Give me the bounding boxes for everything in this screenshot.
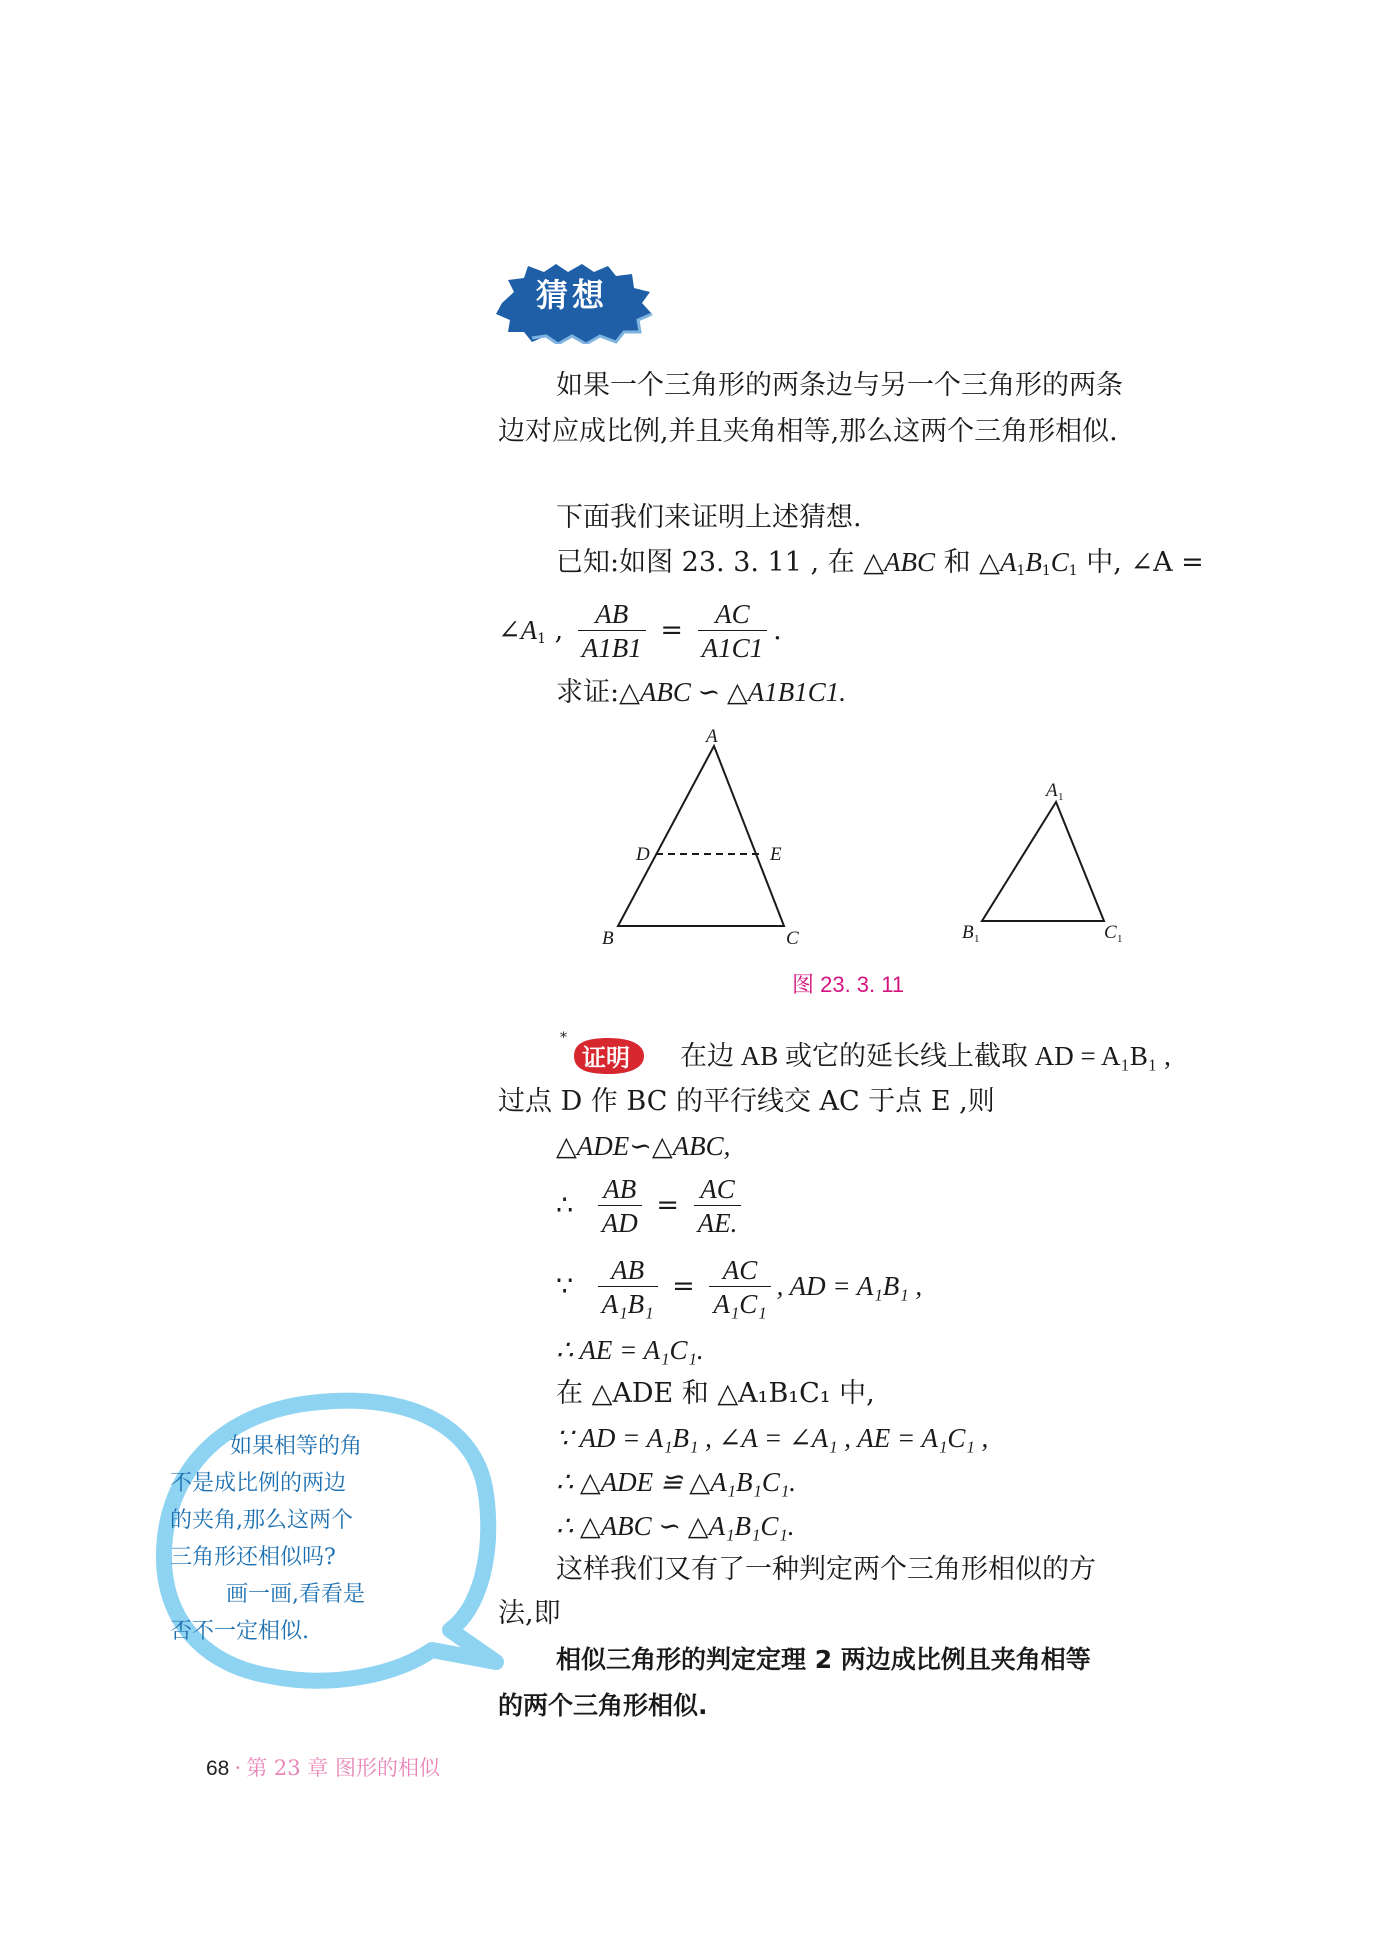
bubble-line-3: 的夹角,那么这两个 [170, 1508, 353, 1533]
l4-f1-num: AB [598, 1173, 642, 1206]
proof-line-5-symbol: ∵ [556, 1271, 574, 1302]
given-prefix: 已知:如图 23. 3. 11 , 在 △ [556, 547, 884, 578]
label-c1-sub: 1 [1117, 933, 1123, 945]
l4-f1-den: AD [601, 1208, 638, 1238]
page-footer [206, 1752, 440, 1782]
bubble-line-2: 不是成比例的两边 [170, 1471, 347, 1496]
theorem-line-1: 相似三角形的判定定理 2 两边成比例且夹角相等 [556, 1645, 1091, 1674]
prove-statement: △ABC ∽ △A1B1C1. [619, 677, 846, 707]
given-line-2: $\angle A_1$ , $\frac{AB}{A1B1}$ = $\frac{AC}{A1C1}$ . [498, 599, 782, 663]
figure-23-3-11 [580, 726, 1140, 956]
l5-f1-num: AB [598, 1254, 658, 1287]
label-a: A [706, 726, 718, 747]
proof-line-3: △ADE∽△ABC, [556, 1131, 731, 1161]
label-b1-sub: 1 [974, 933, 980, 945]
frac2-den: A1C1 [701, 633, 764, 663]
proof-line-4-frac-1 [598, 1173, 642, 1240]
badge-label: 猜想 [536, 276, 609, 314]
given-t2: A [999, 547, 1017, 577]
given-t2-sub3: 1 [1068, 563, 1078, 579]
l4-f2-num: AC [694, 1173, 742, 1206]
proof-line-7: 在 △ADE 和 △A₁B₁C₁ 中, [556, 1378, 875, 1409]
proof-line-4: ∴ $\frac{AB}{AD}$ = $\frac{AC}{AE.}$ [556, 1170, 747, 1242]
bubble-text [170, 1428, 365, 1650]
given-fraction-1 [578, 598, 646, 665]
given-t1: ABC [884, 547, 935, 577]
proof-badge-label: 证明 [582, 1043, 630, 1072]
bubble-line-6: 否不一定相似. [170, 1619, 309, 1644]
triangle-a1b1c1 [982, 802, 1104, 921]
given-tail: 中, ∠A = [1077, 547, 1204, 578]
given-t2c: C [1050, 547, 1069, 577]
proof-line-6: ∴ AE = A₁C₁. [556, 1335, 704, 1365]
figure-caption: 图 23. 3. 11 [792, 972, 905, 997]
chapter-title: 第 23 章 图形的相似 [246, 1756, 440, 1780]
proof-line-2: 过点 D 作 BC 的平行线交 AC 于点 E ,则 [498, 1086, 995, 1117]
label-a1-sub: 1 [1058, 791, 1064, 803]
given-mid: 和 △ [935, 547, 1000, 578]
given-line-1 [556, 542, 1204, 591]
proof-line-5: ∵ $\frac{AB}{\text{A₁B₁}}$ = $\frac{AC}{\text{A₁C₁}}$ , AD = A₁B₁ , [556, 1255, 923, 1319]
given-fraction-2 [698, 598, 768, 665]
proof-line-5-frac-2 [709, 1254, 770, 1321]
bubble-line-4: 三角形还相似吗? [170, 1545, 336, 1570]
given-angle: ∠A [498, 615, 538, 645]
label-b: B [602, 928, 614, 949]
theorem-line-2: 的两个三角形相似. [498, 1691, 708, 1720]
given-t2-sub2: 1 [1041, 563, 1051, 579]
frac1-num: AB [578, 598, 646, 631]
given-angle-sub: 1 [537, 631, 547, 647]
conjecture-line-1: 如果一个三角形的两条边与另一个三角形的两条 [556, 370, 1123, 401]
l4-f2-den: AE. [697, 1208, 738, 1238]
frac1-den: A1B1 [581, 633, 642, 663]
given-t2-sub1: 1 [1016, 563, 1026, 579]
label-e: E [770, 844, 782, 865]
label-c: C [786, 928, 799, 949]
label-b1: B [962, 922, 974, 943]
proof-line-4-frac-2 [694, 1173, 742, 1240]
page-number: 68 [206, 1757, 230, 1780]
proof-line-9: ∴ △ADE ≌ △A₁B₁C₁. [556, 1467, 796, 1497]
proof-line-10: ∴ △ABC ∽ △A₁B₁C₁. [556, 1511, 795, 1541]
frac2-num: AC [698, 598, 768, 631]
proof-line-4-symbol: ∴ [556, 1190, 574, 1221]
proof-line-8: ∵ AD = A₁B₁ , ∠A = ∠A₁ , AE = A₁C₁ , [556, 1423, 989, 1453]
bubble-line-1: 如果相等的角 [230, 1434, 363, 1459]
prove-label: 求证: [556, 677, 620, 708]
proof-line-5-frac-1 [598, 1254, 658, 1321]
l5-f1-den: A₁B₁ [601, 1289, 654, 1319]
prove-line [556, 672, 846, 713]
triangle-abc [618, 746, 784, 926]
proof-line-11: 这样我们又有了一种判定两个三角形相似的方 [556, 1554, 1096, 1585]
l5-f2-num: AC [709, 1254, 770, 1287]
proof-star: * [560, 1030, 567, 1046]
label-d: D [636, 844, 650, 865]
label-a1: A [1046, 780, 1058, 801]
footer-dot: · [234, 1756, 242, 1780]
label-c1: C [1104, 922, 1117, 943]
proof-line-12: 法,即 [498, 1598, 561, 1629]
l5-f2-den: A₁C₁ [713, 1289, 767, 1319]
conjecture-line-2: 边对应成比例,并且夹角相等,那么这两个三角形相似. [498, 416, 1118, 447]
intro-text: 下面我们来证明上述猜想. [556, 502, 862, 533]
proof-line-1: 在边 AB 或它的延长线上截取 AD = A₁B₁ , [680, 1041, 1171, 1071]
proof-line-5-tail: , AD = A₁B₁ , [776, 1271, 923, 1301]
given-t2b: B [1025, 547, 1042, 577]
bubble-line-5: 画一画,看看是 [226, 1582, 365, 1607]
